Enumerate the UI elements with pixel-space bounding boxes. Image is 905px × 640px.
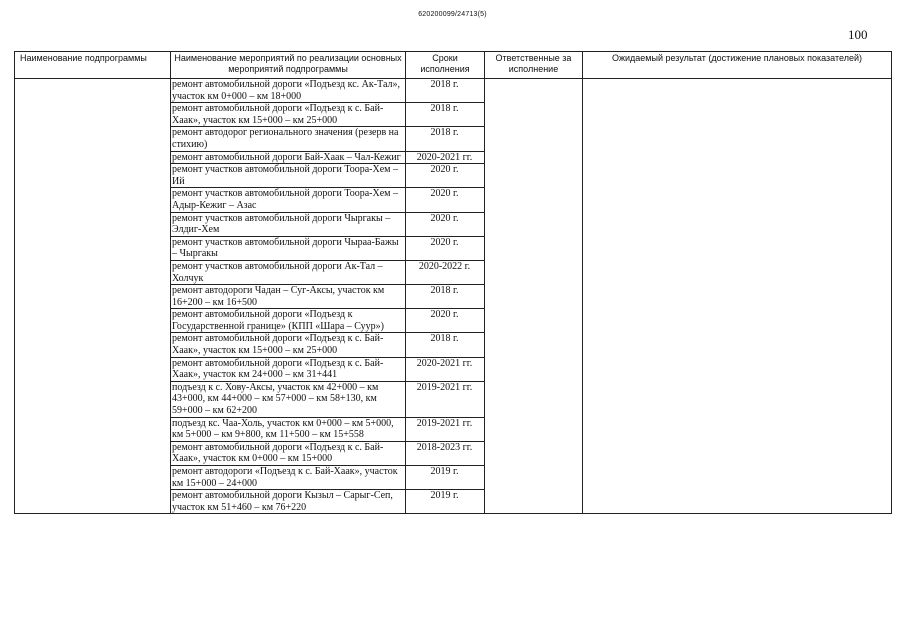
term-cell: 2018 г. — [406, 103, 485, 127]
activity-cell: ремонт автомобильной дороги «Подъезд к с. Бай-Хаак», участок км 15+000 – км 25+000 — [171, 103, 406, 127]
term-cell: 2020-2021 гг. — [406, 357, 485, 381]
activity-cell: ремонт автомобильной дороги «Подъезд кс. Ак-Тал», участок км 0+000 – км 18+000 — [171, 79, 406, 103]
term-cell: 2020-2022 г. — [406, 260, 485, 284]
term-cell: 2020 г. — [406, 188, 485, 212]
activity-cell: ремонт автомобильной дороги «Подъезд к с. Бай-Хаак», участок км 0+000 – км 15+000 — [171, 441, 406, 465]
activity-cell: ремонт автомобильной дороги Бай-Хаак – Чал-Кежиг — [171, 151, 406, 164]
term-cell: 2020 г. — [406, 164, 485, 188]
activity-cell: ремонт автодорог регионального значения (резерв на стихию) — [171, 127, 406, 151]
term-cell: 2018-2023 гг. — [406, 441, 485, 465]
activity-cell: подъезд к с. Хову-Аксы, участок км 42+000 – км 43+000, км 44+000 – км 57+000 – км 58+130, км 59+000 – км 62+200 — [171, 381, 406, 417]
term-cell: 2018 г. — [406, 285, 485, 309]
term-cell: 2020 г. — [406, 236, 485, 260]
activity-cell: ремонт автомобильной дороги «Подъезд к с. Бай-Хаак», участок км 24+000 – км 31+441 — [171, 357, 406, 381]
table-body — [15, 79, 892, 514]
activity-cell: ремонт автомобильной дороги «Подъезд к Государственной границе» (КПП «Шара – Суур») — [171, 309, 406, 333]
header-term: Сроки исполнения — [406, 52, 485, 79]
header-responsible: Ответственные за исполнение — [485, 52, 583, 79]
activity-cell: ремонт участков автомобильной дороги Тоора-Хем – Ий — [171, 164, 406, 188]
term-cell: 2020 г. — [406, 309, 485, 333]
subprogram-cell — [15, 79, 171, 514]
term-cell: 2018 г. — [406, 127, 485, 151]
responsible-cell — [485, 79, 583, 514]
term-cell: 2020 г. — [406, 212, 485, 236]
term-cell: 2019-2021 гг. — [406, 417, 485, 441]
header-subprogram: Наименование подпрограммы — [15, 52, 171, 79]
activity-cell: подъезд кс. Чаа-Холь, участок км 0+000 – км 5+000, км 5+000 – км 9+800, км 11+500 – км 15+558 — [171, 417, 406, 441]
activity-cell: ремонт автодороги «Подъезд к с. Бай-Хаак», участок км 15+000 – 24+000 — [171, 466, 406, 490]
activities-table — [14, 51, 892, 514]
term-cell: 2019 г. — [406, 466, 485, 490]
term-cell: 2020-2021 гг. — [406, 151, 485, 164]
activity-cell: ремонт участков автомобильной дороги Чыргакы – Элдиг-Хем — [171, 212, 406, 236]
table-header-row — [15, 52, 892, 79]
term-cell: 2019 г. — [406, 490, 485, 514]
term-cell: 2019-2021 гг. — [406, 381, 485, 417]
result-cell — [583, 79, 892, 514]
page-number: 100 — [848, 27, 868, 42]
activity-cell: ремонт автомобильной дороги Кызыл – Сарыг-Сеп, участок км 51+460 – км 76+220 — [171, 490, 406, 514]
activity-cell: ремонт участков автомобильной дороги Чыраа-Бажы – Чыргакы — [171, 236, 406, 260]
activity-cell: ремонт автодороги Чадан – Суг-Аксы, участок км 16+200 – км 16+500 — [171, 285, 406, 309]
header-result: Ожидаемый результат (достижение плановых показателей) — [583, 52, 892, 79]
header-activity: Наименование мероприятий по реализации основных мероприятий подпрограммы — [171, 52, 406, 79]
document-id: 620200099/24713(5) — [418, 11, 487, 18]
term-cell: 2018 г. — [406, 333, 485, 357]
activity-cell: ремонт участков автомобильной дороги Тоора-Хем – Адыр-Кежиг – Азас — [171, 188, 406, 212]
activity-cell: ремонт автомобильной дороги «Подъезд к с. Бай-Хаак», участок км 15+000 – км 25+000 — [171, 333, 406, 357]
activity-cell: ремонт участков автомобильной дороги Ак-Тал – Холчук — [171, 260, 406, 284]
table-row — [15, 79, 892, 103]
term-cell: 2018 г. — [406, 79, 485, 103]
